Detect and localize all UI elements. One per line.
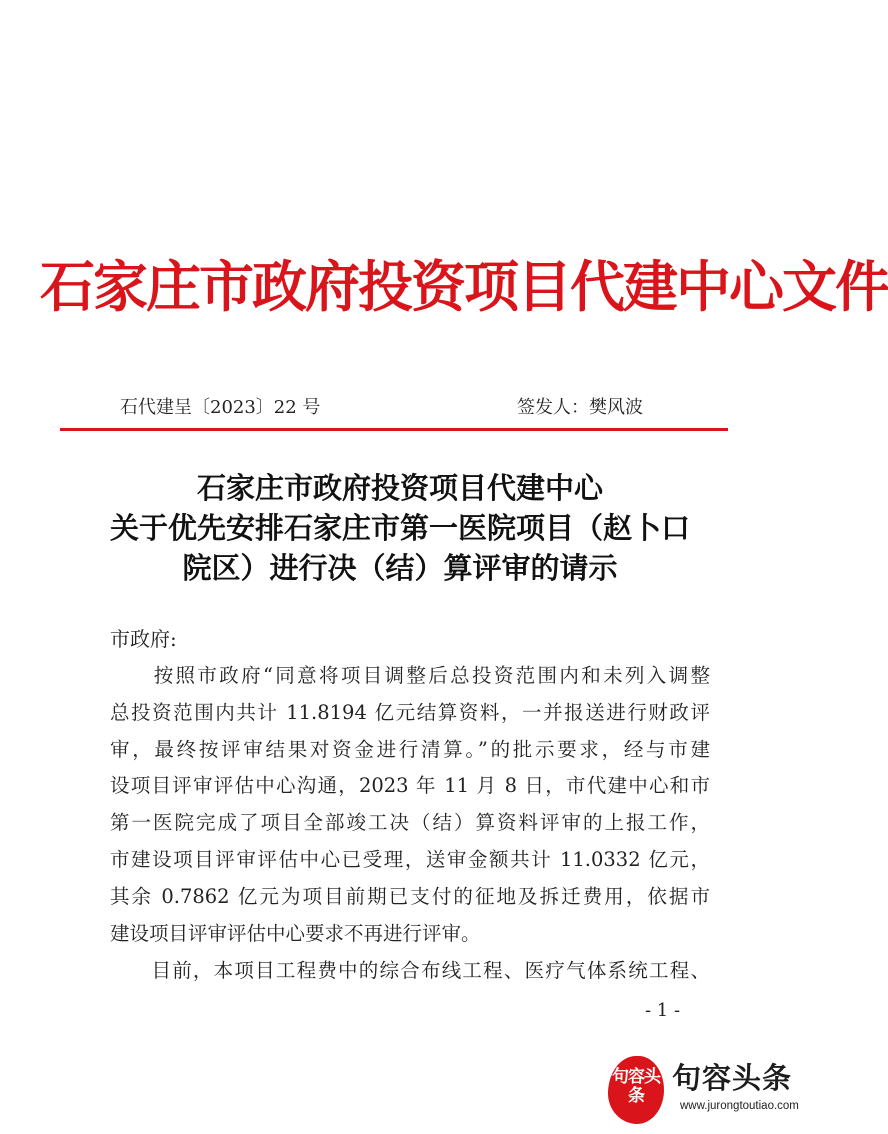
- page-number: - 1 -: [645, 1000, 681, 1021]
- red-divider-line: [60, 428, 728, 431]
- title-line: 关于优先安排石家庄市第一医院项目（赵卜口: [109, 511, 690, 545]
- body-line: 审，最终按评审结果对资金进行清算。”的批示要求，经与市建: [110, 737, 710, 761]
- signer: 签发人：樊风波: [517, 397, 643, 418]
- watermark-name: 句容头条: [672, 1061, 793, 1095]
- body-line: 设项目评审评估中心沟通，2023 年 11 月 8 日，市代建中心和市: [110, 774, 710, 798]
- title-line: 石家庄市政府投资项目代建中心: [196, 471, 603, 505]
- document-title: [80, 468, 720, 588]
- paragraph-1: [110, 658, 710, 952]
- masthead-title: 石家庄市政府投资项目代建中心文件: [40, 255, 888, 319]
- watermark-seal-icon: 句容头条: [608, 1056, 664, 1124]
- body-line: 建设项目评审评估中心要求不再进行评审。: [110, 921, 481, 945]
- watermark-logo: [600, 1050, 799, 1130]
- body-line: 其余 0.7862 亿元为项目前期已支付的征地及拆迁费用，依据市: [110, 884, 710, 908]
- salutation: 市政府:: [110, 627, 177, 651]
- body-line: 第一医院完成了项目全部竣工决（结）算资料评审的上报工作，: [110, 811, 710, 835]
- body-line: 总投资范围内共计 11.8194 亿元结算资料，一并报送进行财政评: [110, 700, 710, 724]
- watermark-url: www.jurongtoutiao.com: [680, 1100, 799, 1112]
- paragraph-2: [110, 953, 710, 990]
- body-line: 市建设项目评审评估中心已受理，送审金额共计 11.0332 亿元，: [110, 847, 710, 871]
- body-line: 按照市政府“同意将项目调整后总投资范围内和未列入调整: [110, 664, 710, 687]
- body-line: 目前，本项目工程费中的综合布线工程、医疗气体系统工程、: [110, 959, 710, 982]
- document-number: 石代建呈〔2023〕22 号: [120, 397, 321, 418]
- title-line: 院区）进行决（结）算评审的请示: [182, 551, 618, 585]
